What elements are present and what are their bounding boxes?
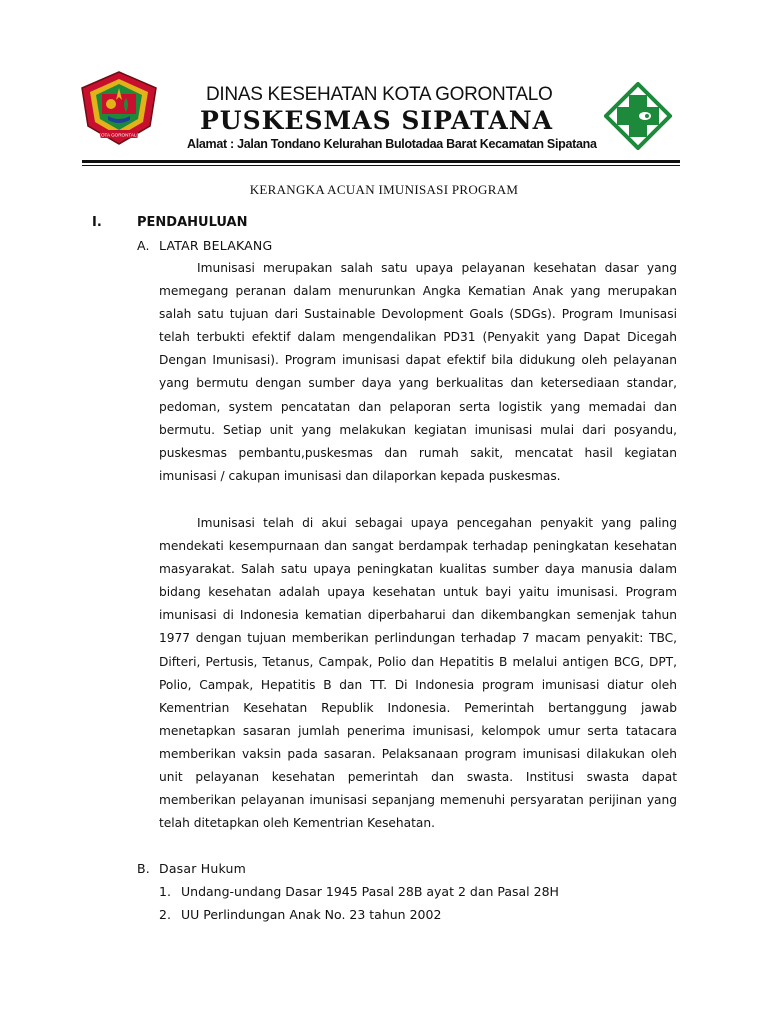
list-item-number: 1. bbox=[159, 884, 171, 899]
emblem-text: KOTA GORONTALO bbox=[97, 132, 141, 138]
section-title: PENDAHULUAN bbox=[137, 215, 248, 230]
address: Alamat : Jalan Tondano Kelurahan Bulotadaa Barat Kecamatan Sipatana bbox=[187, 137, 597, 151]
subsection-b-letter: B. bbox=[137, 861, 150, 876]
subsection-a-title: LATAR BELAKANG bbox=[159, 238, 273, 253]
paragraph-1: Imunisasi merupakan salah satu upaya pelayanan kesehatan dasar yang memegang peranan dalam menurunkan Angka Kematian Anak yang merupakan salah satu tujuan dari Sustainable Devolopment Goals (SDGs). Program Imunisasi telah terbukti efektif dalam mengendalikan PD31 (Penyakit yang Dapat Dicegah Dengan Imunisasi). Program imunisasi dapat efektif bila didukung oleh pelayanan yang bermutu dengan sumber daya yang berkualitas dan ketersediaan standar, pedoman, system pencatatan dan pelaporan serta logistik yang memadai dan bermutu. Setiap unit yang melakukan kegiatan imunisasi mulai dari posyandu, puskesmas pembantu,puskesmas dan rumah sakit, mencatat hasil kegiatan imunisasi / cakupan imunisasi dan dilaporkan kepada puskesmas. bbox=[159, 261, 677, 483]
list-item bbox=[159, 884, 559, 899]
letterhead bbox=[0, 0, 768, 170]
subsection-a-heading bbox=[137, 238, 272, 253]
clinic-name: PUSKESMAS SIPATANA bbox=[200, 106, 553, 135]
agency-name: DINAS KESEHATAN KOTA GORONTALO bbox=[206, 84, 553, 105]
subsection-b-heading bbox=[137, 861, 246, 876]
document-title: KERANGKA ACUAN IMUNISASI PROGRAM bbox=[249, 182, 519, 197]
city-emblem-logo bbox=[78, 70, 160, 146]
list-item-text: Undang-undang Dasar 1945 Pasal 28B ayat 2 dan Pasal 28H bbox=[181, 884, 559, 899]
header-rule-thin bbox=[82, 165, 680, 166]
paragraph-2: Imunisasi telah di akui sebagai upaya pencegahan penyakit yang paling mendekati kesempurnaan dan sangat berdampak terhadap peningkatan kesehatan masyarakat. Salah satu upaya peningkatan kualitas sumber daya manusia dalam bidang kesehatan adalah upaya kesehatan untuk bayi yaitu imunisasi. Program imunisasi di Indonesia kematian diperbaharui dan dikembangkan semenjak tahun 1977 dengan tujuan memberikan perlindungan terhadap 7 macam penyakit: TBC, Difteri, Pertusis, Tetanus, Campak, Polio dan Hepatitis B melalui antigen BCG, DPT, Polio, Campak, Hepatitis B dan TT. Di Indonesia program imunisasi diatur oleh Kementrian Kesehatan Republik Indonesia. Pemerintah bertanggung jawab menetapkan sasaran jumlah penerima imunisasi, kelompok umur serta tatacara memberikan vaksin pada sasaran. Pelaksanaan program imunisasi dilakukan oleh unit pelayanan kesehatan pemerintah dan swasta. Institusi swasta dapat memberikan pelayanan imunisasi sepanjang memenuhi persyaratan perijinan yang telah ditetapkan oleh Kementrian Kesehatan. bbox=[159, 516, 677, 831]
list-item bbox=[159, 907, 441, 922]
puskesmas-cross-logo bbox=[604, 82, 672, 150]
header-rule-thick bbox=[82, 160, 680, 163]
list-item-text: UU Perlindungan Anak No. 23 tahun 2002 bbox=[181, 907, 442, 922]
list-item-number: 2. bbox=[159, 907, 171, 922]
section-number: I. bbox=[92, 215, 102, 230]
subsection-b-title: Dasar Hukum bbox=[159, 861, 247, 876]
subsection-a-letter: A. bbox=[137, 238, 150, 253]
